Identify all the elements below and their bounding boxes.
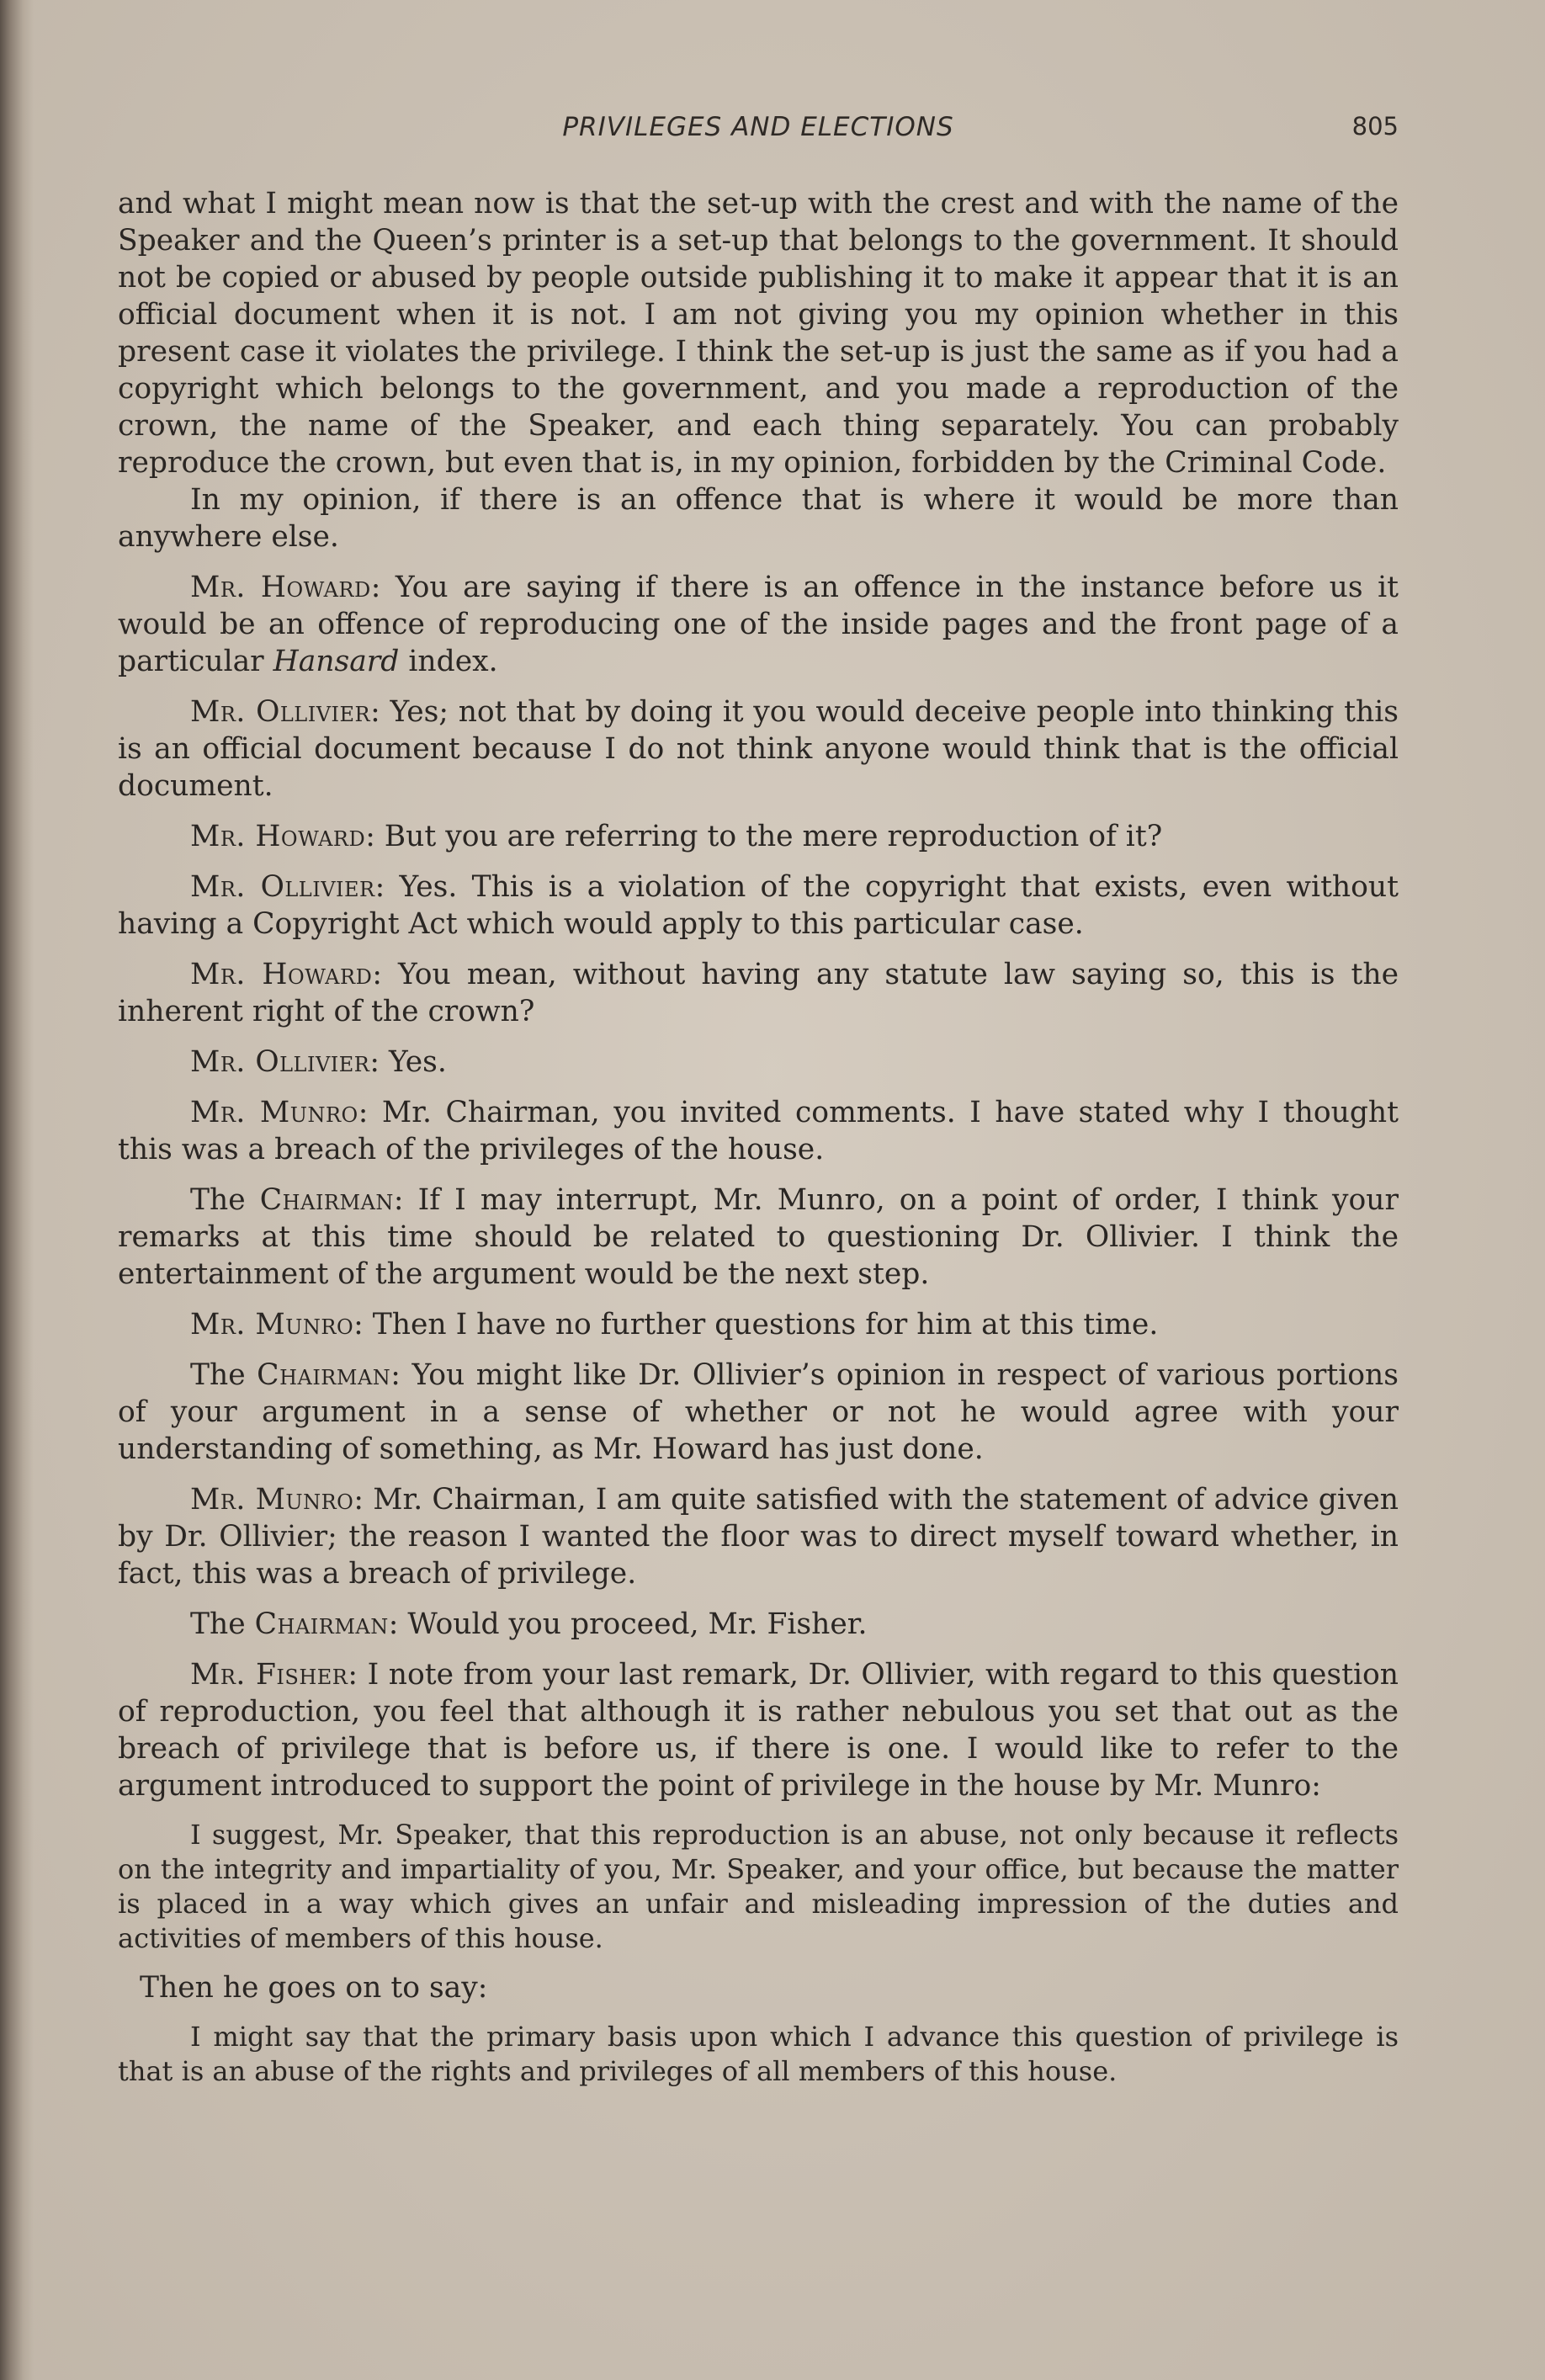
paragraph-munro-2 [118,1306,1399,1343]
speech-text: : You might like Dr. Ollivier’s opinion in respect of various portions of your argument in a sense of whether or not he would agree with your understanding of something, as Mr. Howard has just done. [118,1358,1399,1466]
paragraph-howard-2 [118,818,1399,855]
block-quote-2: I might say that the primary basis upon which I advance this question of privilege is that is an abuse of the rights and privileges of all members of this house. [118,2021,1399,2087]
speaker-prefix: The [190,1607,255,1641]
speaker-name: Mr. Howard [190,958,373,991]
paragraph-then-he-says: Then he goes on to say: [140,1971,488,2005]
speech-text: : You mean, without having any statute law saying so, this is the inherent right of the crown? [118,958,1399,1028]
speech-text: : Would you proceed, Mr. Fisher. [388,1607,868,1641]
speech-text: : I note from your last remark, Dr. Ollivier, with regard to this question of reproduction, you feel that although it is rather nebulous you set that out as the breach of privilege that is before us, if there is one. I would like to refer to the argument introduced to support the point of privilege in the house by Mr. Munro: [118,1658,1399,1803]
paragraph-chairman-1 [118,1182,1399,1293]
speech-text: index. [399,645,498,678]
page-number: 805 [1351,112,1399,141]
speech-text: : Yes; not that by doing it you would deceive people into thinking this is an official document because I do not think anyone would think that is the official document. [118,695,1399,803]
speaker-name: Mr. Howard [190,571,371,604]
speech-text: : Yes. [369,1045,447,1079]
running-head: PRIVILEGES AND ELECTIONS [562,112,954,142]
speaker-name: Mr. Munro [190,1096,358,1129]
paragraph-fisher-1 [118,1656,1399,1804]
paragraph-ollivier-1 [118,693,1399,805]
speech-text: : Then I have no further questions for him at this time. [353,1308,1159,1341]
speaker-name: Chairman [259,1183,394,1217]
speaker-name: Mr. Ollivier [190,695,371,729]
body-text [118,185,1399,2102]
paragraph-ollivier-3 [118,1044,1399,1081]
speaker-name: Chairman [254,1607,389,1641]
paragraph-continuation: and what I might mean now is that the set-up with the crest and with the name of the Speaker and the Queen’s printer is a set-up that belongs to the government. It should not be copied or abused by people outside publishing it to make it appear that it is an official document when it is not. I am not giving you my opinion whether in this present case it violates the privilege. I think the set-up is just the same as if you had a copyright which belongs to the government, and you made a reproduction of the crown, the name of the Speaker, and each thing separately. You can probably reproduce the crown, but even that is, in my opinion, forbidden by the Criminal Code. [118,187,1399,480]
speech-text: : You are saying if there is an offence in the instance before us it would be an offence of reproducing one of the inside pages and the front page of a particular [118,571,1399,678]
speech-text: : Mr. Chairman, you invited comments. I have stated why I thought this was a breach of the privileges of the house. [118,1096,1399,1166]
paragraph-munro-1 [118,1094,1399,1168]
speaker-name: Mr. Munro [190,1483,354,1517]
speech-text: : Mr. Chairman, I am quite satisfied with the statement of advice given by Dr. Ollivier; the reason I wanted the floor was to direct myself toward whether, in fact, this was a breach of privilege. [118,1483,1399,1591]
speaker-prefix: The [190,1183,260,1217]
speaker-prefix: The [190,1358,258,1392]
speech-text: : If I may interrupt, Mr. Munro, on a point of order, I think your remarks at this time should be related to questioning Dr. Ollivier. I think the entertainment of the argument would be the next step. [118,1183,1399,1291]
speaker-name: Chairman [257,1358,391,1392]
paragraph-ollivier-2 [118,869,1399,943]
paragraph-howard-1 [118,569,1399,680]
block-quote-1: I suggest, Mr. Speaker, that this reproduction is an abuse, not only because it reflects on the integrity and impartiality of you, Mr. Speaker, and your office, but because the matter is placed in a way which gives an unfair and misleading impression of the duties and activities of members of this house. [118,1819,1399,1954]
speaker-name: Mr. Howard [190,820,366,853]
paragraph-chairman-2 [118,1357,1399,1468]
speech-text: : Yes. This is a violation of the copyright that exists, even without having a Copyright Act which would apply to this particular case. [118,870,1399,941]
paragraph-munro-3 [118,1481,1399,1592]
paragraph-chairman-3 [118,1606,1399,1643]
speaker-name: Mr. Fisher [190,1658,348,1692]
speaker-name: Mr. Ollivier [190,1045,370,1079]
speaker-name: Mr. Ollivier [190,870,375,904]
paragraph-howard-3 [118,956,1399,1030]
speech-text: : But you are referring to the mere reproduction of it? [365,820,1163,853]
speaker-name: Mr. Munro [190,1308,354,1341]
paragraph-opinion: In my opinion, if there is an offence that is where it would be more than anywhere else. [118,483,1399,554]
page-header [118,112,1399,154]
italic-title: Hansard [273,645,400,678]
